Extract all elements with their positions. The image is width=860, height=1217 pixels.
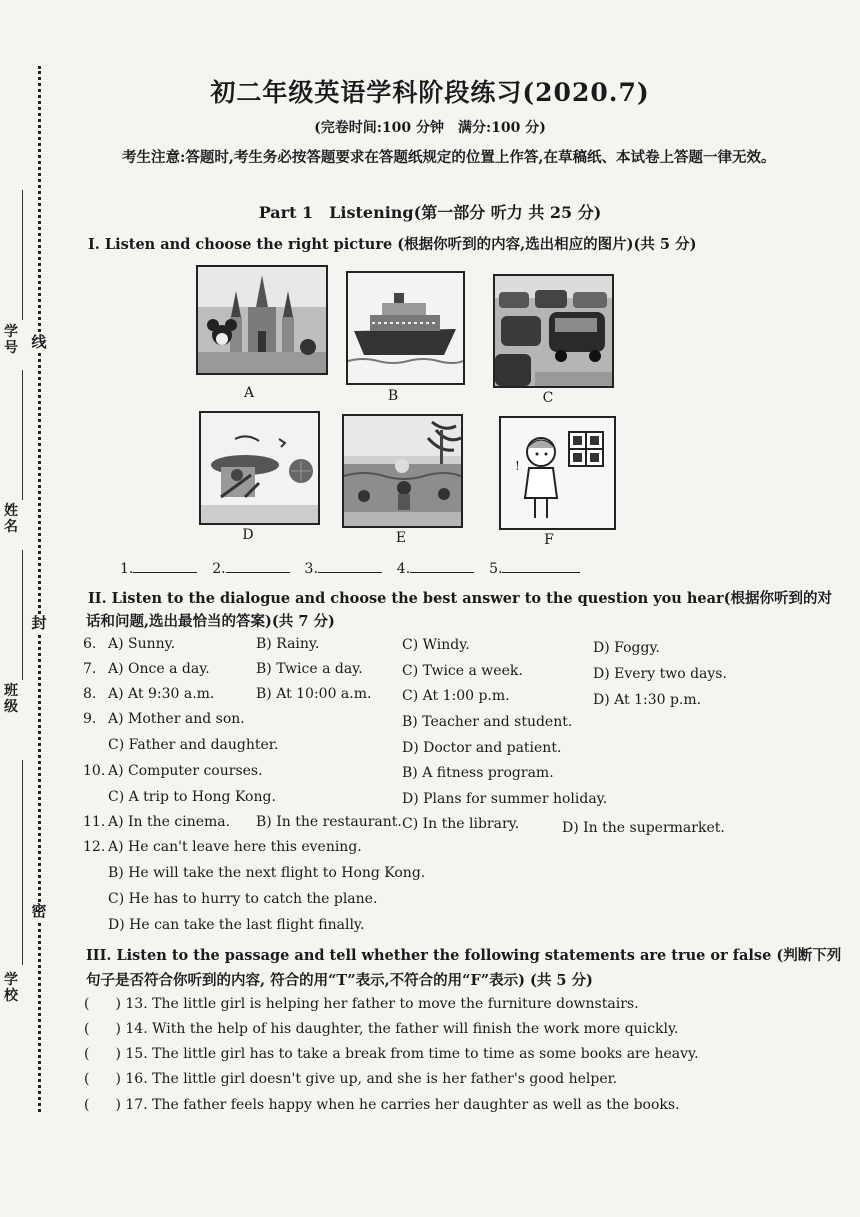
- question-number: 7.: [83, 661, 97, 677]
- blank-5[interactable]: [502, 560, 580, 573]
- option-a[interactable]: A) Mother and son.: [108, 711, 245, 727]
- class-label: 班级: [4, 683, 18, 715]
- answer-paren-open: (: [84, 1097, 90, 1113]
- castle-picture-icon: [198, 267, 326, 373]
- option-a[interactable]: A) In the cinema.: [108, 814, 231, 830]
- option-b[interactable]: B) Rainy.: [256, 636, 320, 652]
- option-a[interactable]: A) Sunny.: [108, 636, 176, 652]
- option-d[interactable]: D) He can take the last flight finally.: [108, 917, 365, 933]
- option-b[interactable]: B) In the restaurant.: [256, 814, 402, 830]
- option-d[interactable]: D) Foggy.: [593, 640, 660, 656]
- option-b[interactable]: B) Teacher and student.: [402, 714, 573, 730]
- blank-3[interactable]: [318, 560, 382, 573]
- option-d[interactable]: D) At 1:30 p.m.: [593, 692, 702, 708]
- blank-4[interactable]: [410, 560, 474, 573]
- statement-17: [84, 1097, 680, 1113]
- blank-4-label: 4.: [396, 561, 411, 577]
- blank-5-label: 5.: [489, 561, 503, 577]
- answer-paren-open: (: [84, 996, 90, 1012]
- option-d[interactable]: D) Plans for summer holiday.: [402, 791, 608, 807]
- blank-2-label: 2.: [212, 561, 226, 577]
- option-d[interactable]: D) Doctor and patient.: [402, 740, 562, 756]
- section-1-heading: I. Listen and choose the right picture (根据你听到的内容,选出相应的图片)(共 5 分): [88, 236, 697, 253]
- exam-time-info: (完卷时间:100 分钟 满分:100 分): [314, 120, 546, 136]
- statement-text: 15. The little girl has to take a break from time to time as some books are heavy.: [125, 1046, 699, 1062]
- margin-word-secret: 密: [28, 903, 50, 920]
- option-a[interactable]: A) He can't leave here this evening.: [108, 839, 362, 855]
- student-id-label: 学号: [4, 324, 18, 356]
- question-number: 6.: [83, 636, 97, 652]
- section-2-heading-line-2: 话和问题,选出最恰当的答案)(共 7 分): [86, 613, 335, 630]
- option-b[interactable]: B) A fitness program.: [402, 765, 554, 781]
- statement-13: [84, 996, 639, 1012]
- option-a[interactable]: A) At 9:30 a.m.: [108, 686, 215, 702]
- margin-word-line: 线: [28, 334, 50, 351]
- name-label: 姓名: [4, 503, 18, 535]
- answer-paren-open: (: [84, 1071, 90, 1087]
- svg-text:!: !: [515, 459, 520, 473]
- option-b[interactable]: B) At 10:00 a.m.: [256, 686, 372, 702]
- answer-paren-close: ): [115, 1071, 121, 1087]
- option-d[interactable]: D) In the supermarket.: [562, 820, 725, 836]
- picture-a: [196, 265, 328, 375]
- option-c[interactable]: C) A trip to Hong Kong.: [108, 789, 276, 805]
- picture-b: [346, 271, 465, 385]
- picture-c-label: C: [542, 390, 554, 406]
- exam-notice: 考生注意:答题时,考生务必按答题要求在答题纸规定的位置上作答,在草稿纸、本试卷上答题一律无效。: [122, 149, 776, 166]
- picture-answer-blanks: [120, 560, 580, 577]
- section-3-heading-line-1: III. Listen to the passage and tell whether the following statements are true or false (判断下列: [86, 947, 842, 964]
- picture-f-label: F: [544, 532, 554, 548]
- blank-1[interactable]: [133, 560, 197, 573]
- statement-text: 16. The little girl doesn't give up, and she is her father's good helper.: [125, 1071, 618, 1087]
- margin-word-seal: 封: [28, 615, 50, 632]
- answer-paren-close: ): [115, 996, 121, 1012]
- class-blank[interactable]: [22, 550, 23, 680]
- school-label: 学校: [4, 972, 18, 1004]
- school-blank[interactable]: [22, 760, 23, 965]
- picture-b-label: B: [387, 388, 399, 404]
- option-c[interactable]: C) Twice a week.: [402, 663, 523, 679]
- picture-d-label: D: [242, 527, 254, 543]
- option-a[interactable]: A) Computer courses.: [108, 763, 263, 779]
- ship-picture-icon: [348, 273, 463, 383]
- beach-chair-picture-icon: [201, 413, 318, 523]
- picture-a-label: A: [243, 385, 255, 401]
- option-a[interactable]: A) Once a day.: [108, 661, 210, 677]
- page-title: 初二年级英语学科阶段练习(2020.7): [210, 78, 650, 107]
- name-blank[interactable]: [22, 370, 23, 500]
- option-c[interactable]: C) Father and daughter.: [108, 737, 279, 753]
- statement-text: 13. The little girl is helping her father to move the furniture downstairs.: [125, 996, 639, 1012]
- blank-3-label: 3.: [304, 561, 318, 577]
- option-b[interactable]: B) Twice a day.: [256, 661, 363, 677]
- option-c[interactable]: C) At 1:00 p.m.: [402, 688, 510, 704]
- picture-c: [493, 274, 614, 388]
- picture-e-label: E: [395, 530, 407, 546]
- option-c[interactable]: C) He has to hurry to catch the plane.: [108, 891, 378, 907]
- question-number: 10.: [83, 763, 106, 779]
- statement-14: [84, 1021, 678, 1037]
- option-c[interactable]: C) In the library.: [402, 816, 520, 832]
- answer-paren-open: (: [84, 1046, 90, 1062]
- picture-e: [342, 414, 463, 528]
- statement-15: [84, 1046, 699, 1062]
- statement-text: 17. The father feels happy when he carries her daughter as well as the books.: [125, 1097, 680, 1113]
- answer-paren-close: ): [115, 1021, 121, 1037]
- answer-paren-open: (: [84, 1021, 90, 1037]
- option-c[interactable]: C) Windy.: [402, 637, 470, 653]
- question-number: 11.: [83, 814, 106, 830]
- girl-window-picture-icon: [501, 418, 614, 528]
- answer-paren-close: ): [115, 1097, 121, 1113]
- blank-2[interactable]: [226, 560, 290, 573]
- blank-1-label: 1.: [120, 561, 134, 577]
- statement-text: 14. With the help of his daughter, the father will finish the work more quickly.: [125, 1021, 679, 1037]
- question-number: 12.: [83, 839, 106, 855]
- picture-f: [499, 416, 616, 530]
- section-3-heading-line-2: 句子是否符合你听到的内容, 符合的用“T”表示,不符合的用“F”表示) (共 5 分): [86, 972, 593, 989]
- picture-d: [199, 411, 320, 525]
- option-d[interactable]: D) Every two days.: [593, 666, 727, 682]
- statement-16: [84, 1071, 617, 1087]
- question-number: 9.: [83, 711, 97, 727]
- section-2-heading-line-1: II. Listen to the dialogue and choose the best answer to the question you hear(根据你听到的对: [88, 590, 833, 607]
- option-b[interactable]: B) He will take the next flight to Hong Kong.: [108, 865, 426, 881]
- answer-paren-close: ): [115, 1046, 121, 1062]
- part-heading: Part 1 Listening(第一部分 听力 共 25 分): [258, 203, 602, 222]
- question-number: 8.: [83, 686, 97, 702]
- swimming-picture-icon: [344, 416, 461, 526]
- traffic-jam-picture-icon: [495, 276, 612, 386]
